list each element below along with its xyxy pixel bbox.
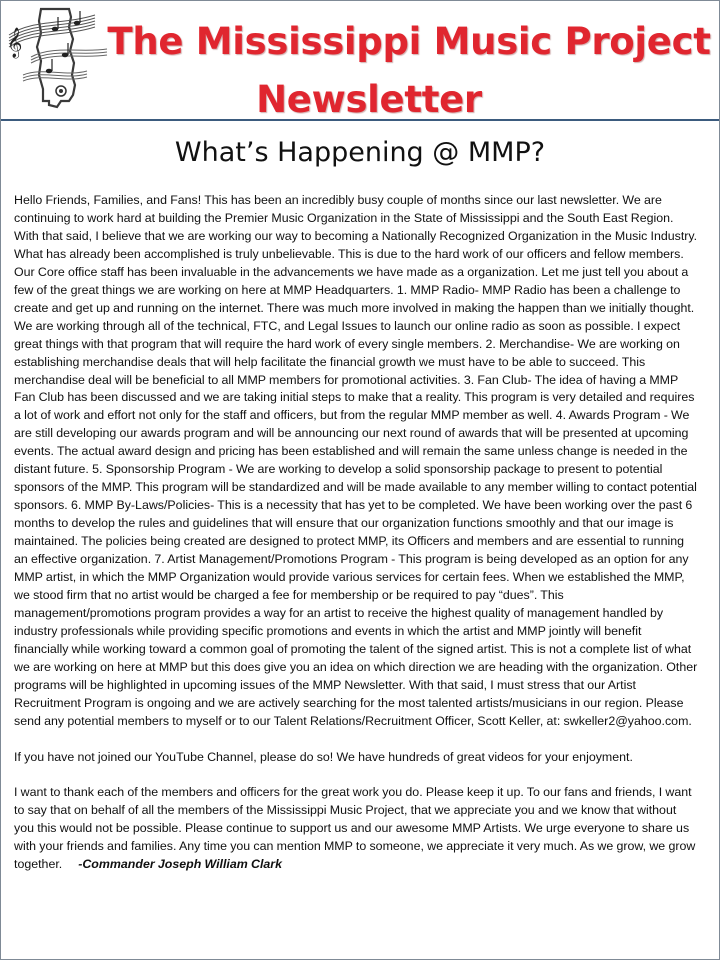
article-headline: What’s Happening @ MMP? (174, 137, 546, 168)
masthead (1, 1, 719, 121)
article-body (14, 192, 698, 874)
article-paragraph: Hello Friends, Families, and Fans! This has been an incredibly busy couple of months since our last newsletter. We are continuing to work hard at building the Premier Music Organization in the State of Mississippi and the South East Region. With that said, I believe that we are working our way to becoming a Nationally Recognized Organization in the Music Industry. What has already been accomplished is truly unbelievable. This is due to the hard work of our officers and fellow members. Our Core office staff has been invaluable in the advancements we have made as a organization. Let me just tell you about a few of the great things we are working on here at MMP Headquarters. 1. MMP Radio- MMP Radio has been a challenge to create and get up and running on the internet. There was much more involved in making the happen than we initially thought. We are working through all of the technical, FTC, and Legal Issues to launch our online radio as soon as possible. I expect great things with that program that will require the hard work of every single members. 2. Merchandise- We are working on establishing merchandise deals that will help facilitate the financial growth we must have to be able to succeed. This merchandise deal will be beneficial to all MMP members for promotional activities. 3. Fan Club- The idea of having a MMP Fan Club has been discussed and we are taking initial steps to make that a reality. This program is very detailed and requires a lot of work and effort not only for the staff and officers, but from the regular MMP member as well. 4. Awards Program - We are still developing our awards program and will be announcing our next round of awards that will be presented at upcoming events. The actual award design and pricing has been established and will remain the same unless change is needed in the distant future. 5. Sponsorship Program - We are working to develop a solid sponsorship package to present to potential sponsors of the MMP. This program will be standardized and will be made available to any member willing to contact potential sponsors. 6. MMP By-Laws/Policies- This is a necessity that has yet to be completed. We have been working over the past 6 months to develop the rules and guidelines that will ensure that our organization functions smoothly and that our image is maintained. The policies being created are designed to protect MMP, its Officers and members and are essential to running an effective organization. 7. Artist Management/Promotions Program - This program is being developed as an option for any MMP artist, in which the MMP Organization would provide various services for certain fees. When we established the MMP, we stood firm that no artist would be charged a fee for membership or be required to pay “dues”. This management/promotions program provides a way for an artist to receive the highest quality of management handled by industry professionals while providing specific promotions and events in which the artist and MMP jointly will benefit financially while working toward a common goal of promoting the talent of the signed artist. This is not a complete list of what we are working on here at MMP but this does give you an idea on which direction we are heading with the organization. Other programs will be highlighted in upcoming issues of the MMP Newsletter. With that said, I must stress that our Artist Recruitment Program is ongoing and we are actively searching for the most talented artists/musicians in our region. Please send any potential members to myself or to our Talent Relations/Recruitment Officer, Scott Keller, at: swkeller2@yahoo.com. (14, 193, 698, 728)
closing-paragraph-text: I want to thank each of the members and officers for the great work you do. Please keep it up. To our fans and friends, I want to say that on behalf of all the members of the Mississippi Music Project, that we appreciate you and we know that without you this would not be possible. Please continue to support us and our awesome MMP Artists. We urge everyone to share us with your friends and families. Any time you can mention MMP to someone, we appreciate it very much. As we grow, we grow together. (14, 785, 696, 872)
svg-text:𝄞: 𝄞 (7, 28, 23, 58)
newsletter-subtitle: Newsletter (256, 78, 482, 121)
newsletter-title: The Mississippi Music Project (107, 20, 711, 63)
author-signature: -Commander Joseph William Clark (78, 857, 283, 872)
article-paragraph (14, 784, 698, 874)
article-paragraph: If you have not joined our YouTube Channel, please do so! We have hundreds of great videos for your enjoyment. (14, 749, 633, 764)
